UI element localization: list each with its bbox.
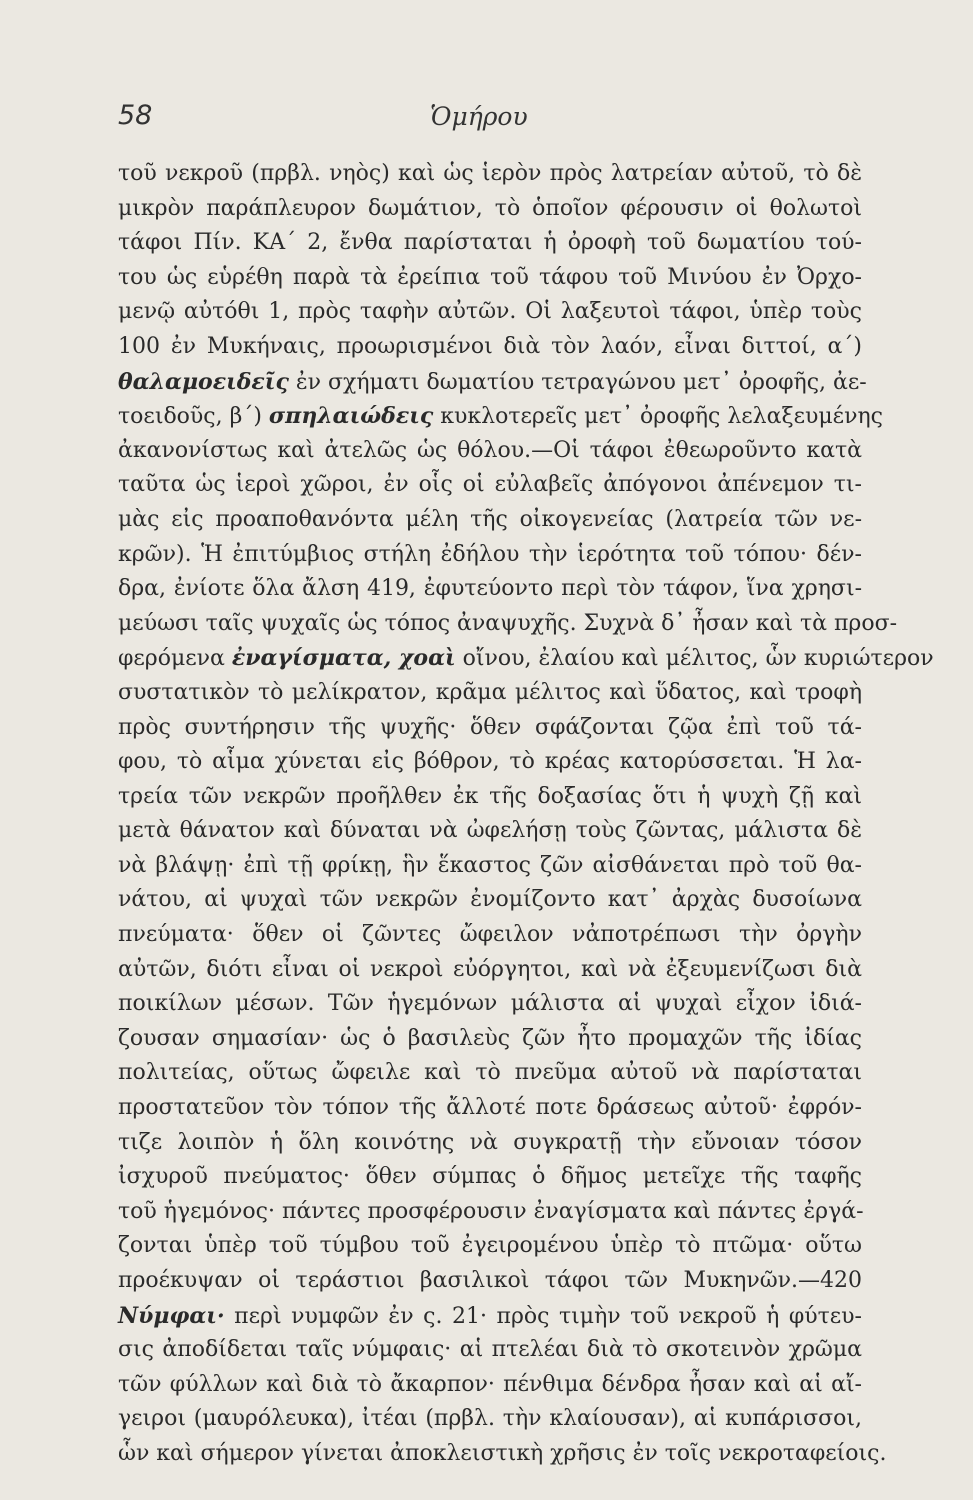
text-line <box>118 399 883 434</box>
emphasized-term: σπηλαιώδεις <box>268 403 434 430</box>
text-run: τοῦ ἡγεμόνος· πάντες προσφέρουσιν ἐναγίσματα καὶ πάντες ἐργά- <box>118 1198 864 1224</box>
text-line <box>118 434 862 469</box>
text-line <box>118 641 934 676</box>
page-header <box>118 100 863 140</box>
text-line <box>118 1126 862 1161</box>
text-line <box>118 780 862 815</box>
text-run: ἰσχυροῦ πνεύματος· ὅθεν σύμπας ὁ δῆμος μετεῖχε τῆς ταφῆς <box>118 1164 862 1190</box>
text-line <box>118 953 862 988</box>
text-run: ζονται ὑπὲρ τοῦ τύμβου τοῦ ἐγειρομένου ὑπὲρ τὸ πτῶμα· οὕτω <box>118 1233 862 1259</box>
text-run: προέκυψαν οἱ τεράστιοι βασιλικοὶ τάφοι τῶν Μυκηνῶν.—420 <box>118 1268 862 1293</box>
text-line <box>118 226 862 261</box>
text-line <box>118 918 862 953</box>
text-run: 100 ἐν Μυκήναις, προωρισμένοι διὰ τὸν λαόν, εἶναι διττοί, α΄) <box>118 333 862 359</box>
text-line <box>118 987 862 1022</box>
text-line <box>118 814 862 849</box>
text-line <box>118 468 862 503</box>
text-line <box>118 330 862 365</box>
text-line <box>118 883 862 918</box>
text-run: κρῶν). Ἡ ἐπιτύμβιος στήλη ἐδήλου τὴν ἱερότητα τοῦ τόπου· δέν- <box>118 541 862 567</box>
text-line <box>118 538 862 573</box>
text-run: μικρὸν παράπλευρον δωμάτιον, τὸ ὁποῖον φέρουσιν οἱ θολωτοὶ <box>118 195 862 221</box>
text-run: αὐτῶν, διότι εἶναι οἱ νεκροὶ εὐόργητοι, καὶ νὰ ἐξευμενίζωσι διὰ <box>118 956 862 982</box>
text-line <box>118 1056 862 1091</box>
text-line <box>118 157 862 192</box>
text-run: τιζε λοιπὸν ἡ ὅλη κοινότης νὰ συγκρατῇ τὴν εὔνοιαν τόσον <box>118 1129 862 1155</box>
text-run: ζουσαν σημασίαν· ὡς ὁ βασιλεὺς ζῶν ἦτο προμαχῶν τῆς ἰδίας <box>118 1025 862 1051</box>
text-run: ἀκανονίστως καὶ ἀτελῶς ὡς θόλου.—Οἱ τάφοι ἐθεωροῦντο κατὰ <box>118 437 862 463</box>
text-line <box>118 1402 862 1437</box>
text-run: ἐν σχήματι δωματίου τετραγώνου μετ᾽ ὀροφῆς, ἀε- <box>288 369 867 395</box>
text-run: φερόμενα <box>118 646 232 672</box>
text-run: νὰ βλάψῃ· ἐπὶ τῇ φρίκῃ, ἣν ἕκαστος ζῶν αἰσθάνεται πρὸ τοῦ θα- <box>118 852 862 878</box>
text-line <box>118 1022 862 1057</box>
text-run: γειροι (μαυρόλευκα), ἰτέαι (πρβλ. τὴν κλαίουσαν), αἱ κυπάρισσοι, <box>118 1406 862 1432</box>
text-line <box>118 676 862 711</box>
text-run: μενῷ αὐτόθι 1, πρὸς ταφὴν αὐτῶν. Οἱ λαξευτοὶ τάφοι, ὑπὲρ τοὺς <box>118 299 862 325</box>
text-run: φου, τὸ αἷμα χύνεται εἰς βόθρον, τὸ κρέας κατορύσσεται. Ἡ λα- <box>118 749 862 775</box>
text-run: προστατεῦον τὸν τόπον τῆς ἄλλοτέ ποτε δράσεως αὐτοῦ· ἐφρόν- <box>118 1095 862 1121</box>
text-run: κυκλοτερεῖς μετ᾽ ὀροφῆς λελαξευμένης <box>433 404 883 430</box>
text-line <box>118 192 862 227</box>
text-line <box>118 1333 862 1368</box>
emphasized-term: θαλαμοειδεῖς <box>118 368 289 395</box>
text-line <box>118 849 862 884</box>
text-run: πνεύματα· ὅθεν οἱ ζῶντες ὤφειλον νἀποτρέπωσι τὴν ὀργὴν <box>118 922 862 948</box>
text-run: πολιτείας, οὕτως ὤφειλε καὶ τὸ πνεῦμα αὐτοῦ νὰ παρίσταται <box>118 1060 862 1086</box>
text-line <box>118 1299 862 1334</box>
text-run: δρα, ἐνίοτε ὅλα ἄλση 419, ἐφυτεύοντο περὶ τὸν τάφον, ἵνα χρησι- <box>118 576 862 602</box>
text-line <box>118 1091 862 1126</box>
text-line <box>118 1264 862 1299</box>
text-run: τοῦ νεκροῦ (πρβλ. νηὸς) καὶ ὡς ἱερὸν πρὸς λατρείαν αὐτοῦ, τὸ δὲ <box>118 161 862 186</box>
text-line <box>118 745 862 780</box>
text-line <box>118 503 862 538</box>
page-number: 58 <box>118 100 153 131</box>
text-run: συστατικὸν τὸ μελίκρατον, κρᾶμα μέλιτος καὶ ὕδατος, καὶ τροφὴ <box>118 679 862 705</box>
text-run: τρεία τῶν νεκρῶν προῆλθεν ἐκ τῆς δοξασίας ὅτι ἡ ψυχὴ ζῇ καὶ <box>118 783 862 809</box>
text-line <box>118 295 862 330</box>
text-line <box>118 1160 862 1195</box>
text-line <box>118 607 898 642</box>
text-run: τοειδοῦς, β΄) <box>118 404 269 430</box>
text-run: τῶν φύλλων καὶ διὰ τὸ ἄκαρπον· πένθιμα δένδρα ἦσαν καὶ αἱ αἴ- <box>118 1371 862 1397</box>
text-line <box>118 572 862 607</box>
text-run: ὧν καὶ σήμερον γίνεται ἀποκλειστικὴ χρῆσις ἐν τοῖς νεκροταφείοις. <box>118 1440 887 1466</box>
emphasized-term: Νύμφαι· <box>118 1302 225 1329</box>
emphasized-term: ἐναγίσματα, χοαὶ <box>231 645 456 672</box>
text-line <box>118 1437 887 1472</box>
text-line <box>118 365 867 400</box>
text-run: νάτου, αἱ ψυχαὶ τῶν νεκρῶν ἐνομίζοντο κατ᾽ ἀρχὰς δυσοίωνα <box>118 887 862 913</box>
body-text <box>118 157 934 1472</box>
text-run: οἴνου, ἐλαίου καὶ μέλιτος, ὧν κυριώτερον <box>455 646 934 672</box>
text-line <box>118 1229 862 1264</box>
text-line <box>118 1195 862 1230</box>
text-run: σις ἀποδίδεται ταῖς νύμφαις· αἱ πτελέαι διὰ τὸ σκοτεινὸν χρῶμα <box>118 1337 862 1363</box>
text-line <box>118 261 862 296</box>
text-run: ταῦτα ὡς ἱεροὶ χῶροι, ἐν οἷς οἱ εὐλαβεῖς ἀπόγονοι ἀπένεμον τι- <box>118 472 862 498</box>
text-line <box>118 711 862 746</box>
text-run: τάφοι Πίν. ΚΑ΄ 2, ἔνθα παρίσταται ἡ ὀροφὴ τοῦ δωματίου τού- <box>118 230 862 256</box>
running-head: Ὁμήρου <box>430 102 528 131</box>
text-run: του ὡς εὑρέθη παρὰ τὰ ἐρείπια τοῦ τάφου τοῦ Μινύου ἐν Ὀρχο- <box>118 264 862 290</box>
text-run: περὶ νυμφῶν ἐν ς. 21· πρὸς τιμὴν τοῦ νεκροῦ ἡ φύτευ- <box>224 1303 862 1329</box>
text-run: πρὸς συντήρησιν τῆς ψυχῆς· ὅθεν σφάζονται ζῷα ἐπὶ τοῦ τά- <box>118 714 862 740</box>
text-run: μετὰ θάνατον καὶ δύναται νὰ ὠφελήσῃ τοὺς ζῶντας, μάλιστα δὲ <box>118 818 862 844</box>
text-run: μεύωσι ταῖς ψυχαῖς ὡς τόπος ἀναψυχῆς. Συχνὰ δ᾽ ἦσαν καὶ τὰ προσ- <box>118 610 898 636</box>
text-run: μὰς εἰς προαποθανόντα μέλη τῆς οἰκογενείας (λατρεία τῶν νε- <box>118 506 862 532</box>
text-line <box>118 1368 862 1403</box>
text-run: ποικίλων μέσων. Τῶν ἡγεμόνων μάλιστα αἱ ψυχαὶ εἶχον ἰδιά- <box>118 991 862 1017</box>
